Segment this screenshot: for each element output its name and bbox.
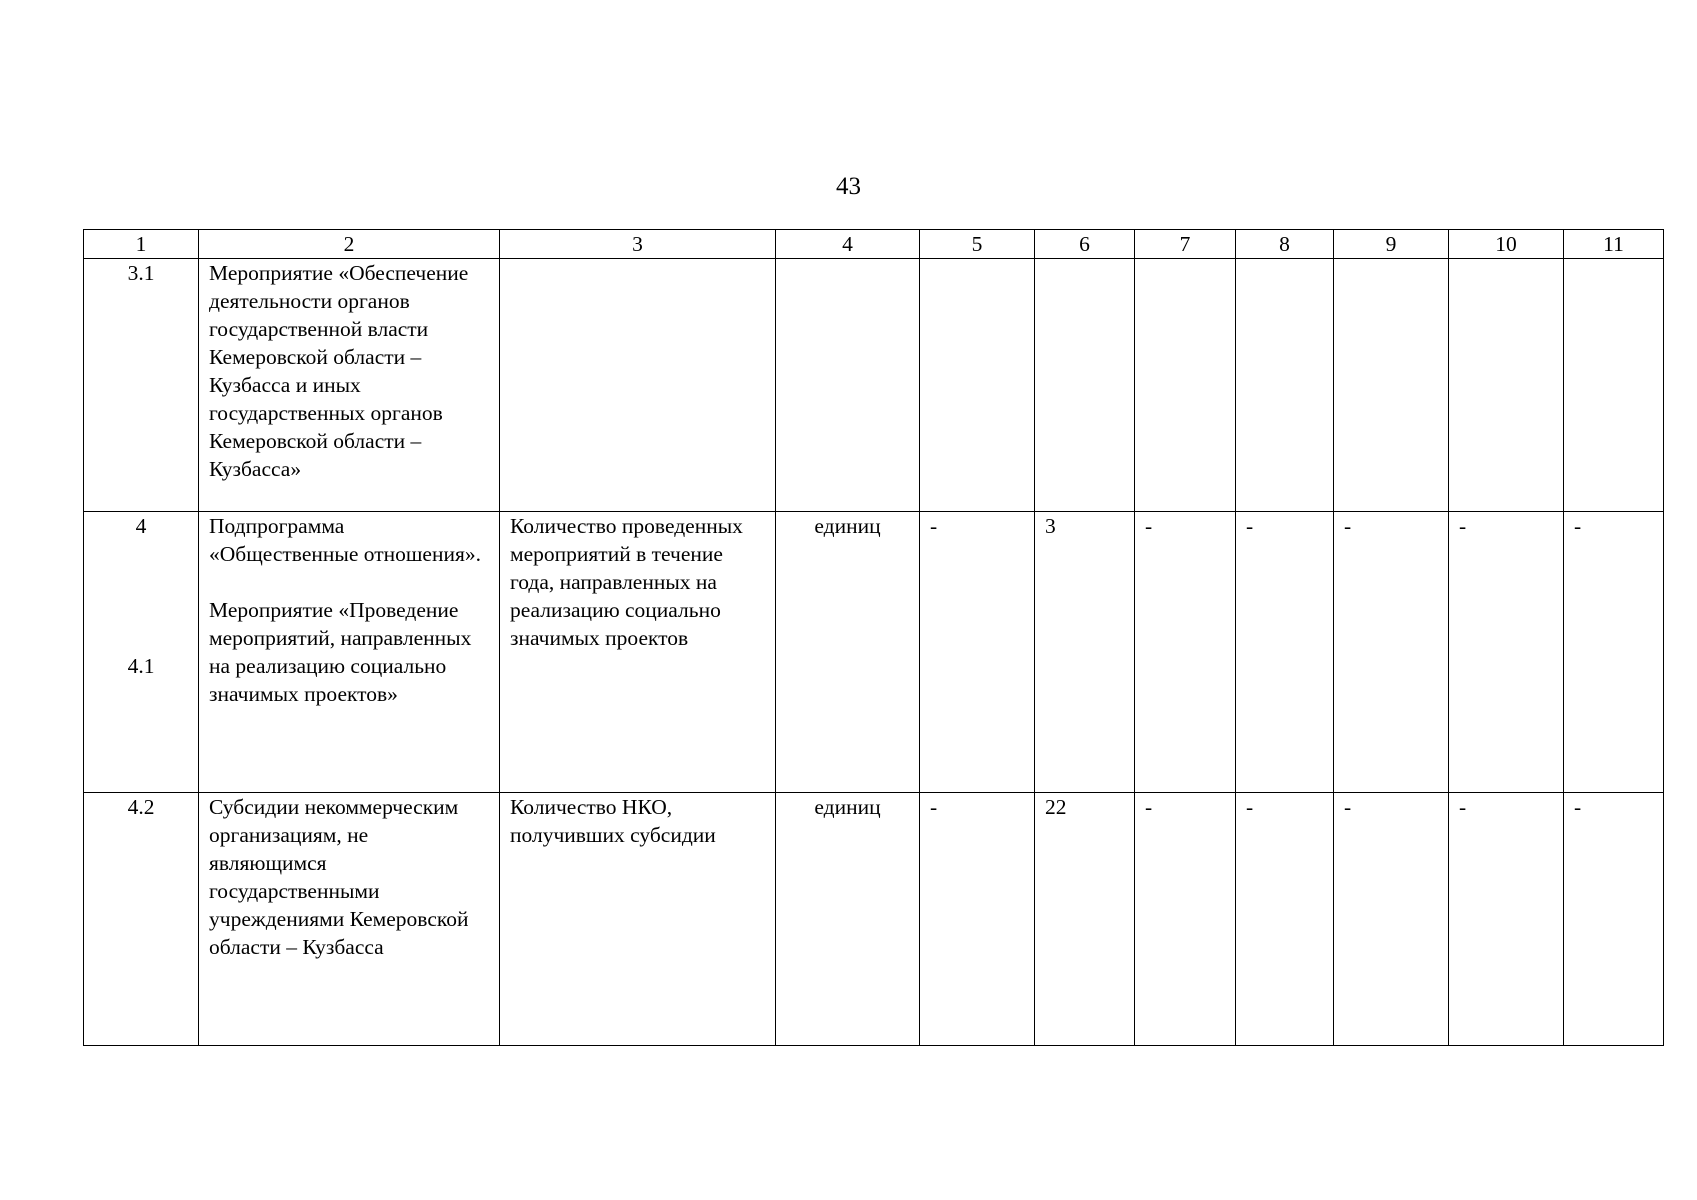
row-value: - <box>1449 793 1564 1046</box>
row-value: 22 <box>1035 793 1135 1046</box>
row-value <box>1135 259 1236 512</box>
row-value: - <box>1564 512 1664 793</box>
row-indicator: Количество НКО, получивших субсидии <box>500 793 776 1046</box>
column-header: 8 <box>1236 230 1334 259</box>
row-unit <box>776 259 920 512</box>
row-name: Подпрограмма «Общественные отношения». <box>209 514 481 566</box>
column-header: 9 <box>1334 230 1449 259</box>
row-number: 4.2 <box>84 793 199 1046</box>
row-name: Мероприятие «Обеспечение деятельности органов государственной власти Кемеровской области – Кузбасса и иных государственных органов Кемеровской области – Кузбасса» <box>199 259 500 512</box>
column-header: 1 <box>84 230 199 259</box>
row-indicator: Количество проведенных мероприятий в течение года, направленных на реализацию социально значимых проектов <box>500 512 776 793</box>
column-header: 5 <box>920 230 1035 259</box>
row-number-cell <box>84 512 199 793</box>
column-header: 7 <box>1135 230 1236 259</box>
row-value: - <box>1236 793 1334 1046</box>
row-indicator <box>500 259 776 512</box>
column-header: 10 <box>1449 230 1564 259</box>
row-value: - <box>1135 793 1236 1046</box>
indicators-table <box>83 229 1664 1046</box>
row-number: 4.1 <box>127 654 155 678</box>
row-unit: единиц <box>776 793 920 1046</box>
row-value: - <box>1564 793 1664 1046</box>
row-value: - <box>920 793 1035 1046</box>
table-header-row <box>84 230 1664 259</box>
row-name: Мероприятие «Проведение мероприятий, направленных на реализацию социально значимых проектов» <box>209 598 472 706</box>
row-value: - <box>1449 512 1564 793</box>
row-value <box>1236 259 1334 512</box>
column-header: 11 <box>1564 230 1664 259</box>
row-unit: единиц <box>776 512 920 793</box>
row-value <box>1035 259 1135 512</box>
row-name-cell <box>199 512 500 793</box>
column-header: 6 <box>1035 230 1135 259</box>
table-row <box>84 512 1664 793</box>
table-row <box>84 259 1664 512</box>
row-value <box>1449 259 1564 512</box>
column-header: 3 <box>500 230 776 259</box>
row-value: - <box>1135 512 1236 793</box>
row-value <box>920 259 1035 512</box>
row-value: - <box>1236 512 1334 793</box>
column-header: 2 <box>199 230 500 259</box>
row-value <box>1564 259 1664 512</box>
row-value <box>1334 259 1449 512</box>
row-value: - <box>920 512 1035 793</box>
row-value: 3 <box>1035 512 1135 793</box>
row-value: - <box>1334 512 1449 793</box>
row-number: 3.1 <box>84 259 199 512</box>
row-value: - <box>1334 793 1449 1046</box>
row-number: 4 <box>135 514 147 538</box>
row-name: Субсидии некоммерческим организациям, не являющимся государственными учреждениями Кемеровской области – Кузбасса <box>199 793 500 1046</box>
column-header: 4 <box>776 230 920 259</box>
page-number: 43 <box>836 173 861 200</box>
table-row <box>84 793 1664 1046</box>
